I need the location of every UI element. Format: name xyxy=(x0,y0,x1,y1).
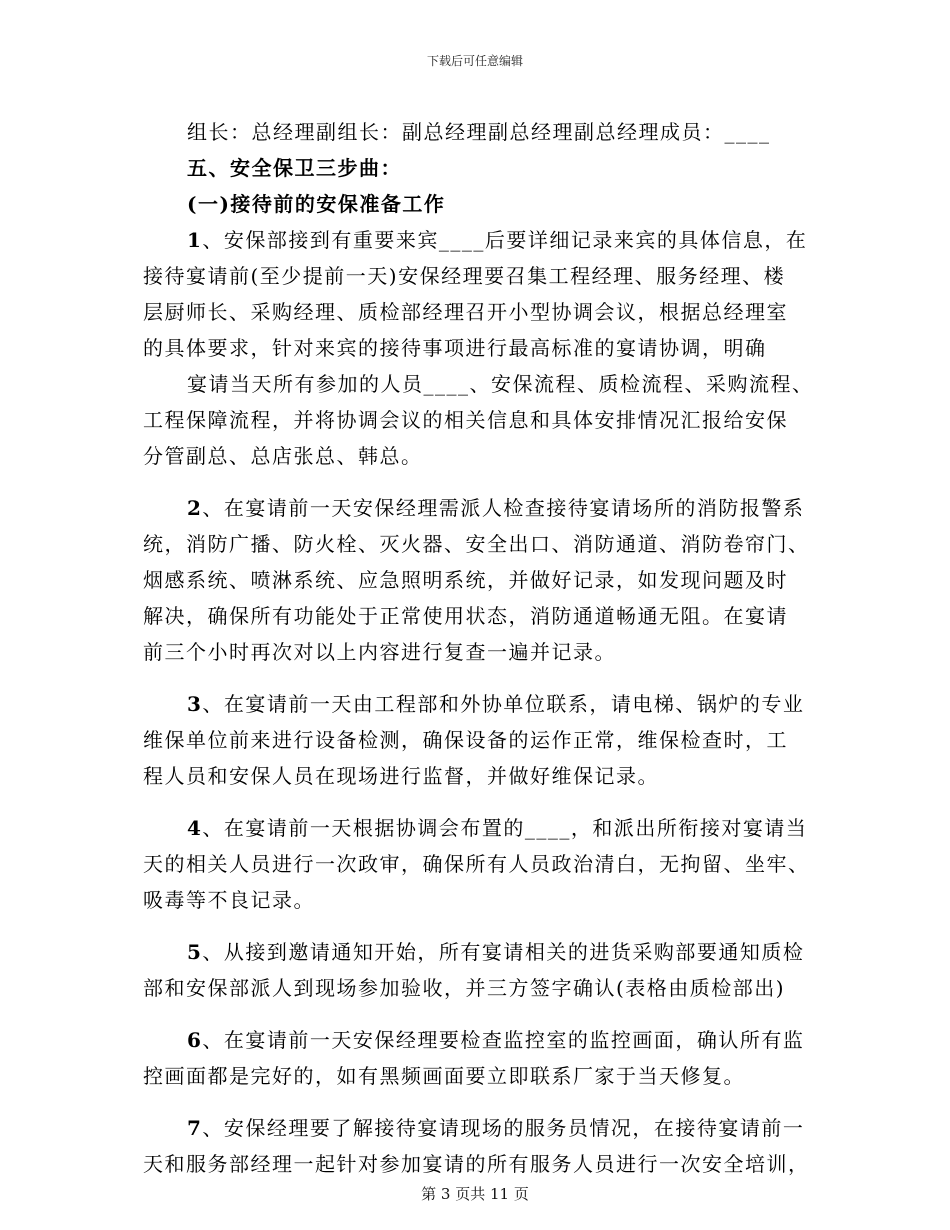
paragraph-line: 统，消防广播、防火栓、灭火器、安全出口、消防通道、消防卷帘门、 xyxy=(143,532,810,556)
paragraph-item-2 xyxy=(143,490,809,670)
paragraph-line: 前三个小时再次对以上内容进行复查一遍并记录。 xyxy=(143,640,616,664)
paragraph-line: 程人员和安保人员在现场进行监督，并做好维保记录。 xyxy=(143,764,659,788)
paragraph-item-1 xyxy=(143,222,809,366)
paragraph-continuation xyxy=(143,366,814,474)
paragraph-line: 烟感系统、喷淋系统、应急照明系统，并做好记录，如发现问题及时 xyxy=(143,568,788,592)
item-number: 2 xyxy=(187,496,203,520)
item-number: 4 xyxy=(187,816,203,840)
paragraph-line: 层厨师长、采购经理、质检部经理召开小型协调会议，根据总经理室 xyxy=(143,300,788,324)
item-number: 5 xyxy=(187,940,203,964)
paragraph-line xyxy=(143,810,809,846)
paragraph-line xyxy=(143,1022,809,1058)
paragraph-line: 的具体要求，针对来宾的接待事项进行最高标准的宴请协调，明确 xyxy=(143,336,767,360)
paragraph-text: 、安保经理要了解接待宴请现场的服务员情况，在接待宴请前一 xyxy=(202,1116,805,1140)
paragraph-line: 接待宴请前(至少提前一天)安保经理要召集工程经理、服务经理、楼 xyxy=(143,264,786,288)
paragraph-item-5 xyxy=(143,934,809,1006)
paragraph-line: 宴请当天所有参加的人员____、安保流程、质检流程、采购流程、 xyxy=(187,372,814,396)
paragraph-line xyxy=(143,686,809,722)
paragraph-line: 工程保障流程，并将协调会议的相关信息和具体安排情况汇报给安保 xyxy=(143,408,788,432)
paragraph-line: 吸毒等不良记录。 xyxy=(143,888,315,912)
page-header-note: 下载后可任意编辑 xyxy=(426,54,523,68)
item-number: 7 xyxy=(187,1116,203,1140)
paragraph-text: 、从接到邀请通知开始，所有宴请相关的进货采购部要通知质检 xyxy=(202,940,805,964)
group-members-line: 组长：总经理副组长：副总经理副总经理副总经理成员：____ xyxy=(187,120,771,144)
paragraph-item-6 xyxy=(143,1022,809,1094)
paragraph-item-7 xyxy=(143,1110,809,1182)
paragraph-line: 部和安保部派人到现场参加验收，并三方签字确认(表格由质检部出) xyxy=(143,976,786,1000)
paragraph-line xyxy=(143,490,809,526)
paragraph-text: 、在宴请前一天安保经理要检查监控室的监控画面，确认所有监 xyxy=(202,1028,805,1052)
paragraph-line xyxy=(143,1110,809,1146)
subsection-title: (一)接待前的安保准备工作 xyxy=(187,192,446,216)
paragraph-text: 、在宴请前一天根据协调会布置的____，和派出所衔接对宴请当 xyxy=(202,816,808,840)
item-number: 6 xyxy=(187,1028,203,1052)
item-number: 1 xyxy=(187,228,203,252)
paragraph-text: 、在宴请前一天安保经理需派人检查接待宴请场所的消防报警系 xyxy=(202,496,805,520)
paragraph-line: 控画面都是完好的，如有黑频画面要立即联系厂家于当天修复。 xyxy=(143,1064,745,1088)
paragraph-item-3 xyxy=(143,686,809,794)
paragraph-text: 、在宴请前一天由工程部和外协单位联系，请电梯、锅炉的专业 xyxy=(202,692,805,716)
paragraph-item-4 xyxy=(143,810,809,918)
paragraph-line: 解决，确保所有功能处于正常使用状态，消防通道畅通无阻。在宴请 xyxy=(143,604,788,628)
paragraph-line: 天的相关人员进行一次政审，确保所有人员政治清白，无拘留、坐牢、 xyxy=(143,852,810,876)
section-title: 五、安全保卫三步曲： xyxy=(187,156,402,180)
document-body xyxy=(143,114,814,1182)
paragraph-line: 天和服务部经理一起针对参加宴请的所有服务人员进行一次安全培训， xyxy=(143,1152,810,1176)
paragraph-line: 分管副总、总店张总、韩总。 xyxy=(143,444,423,468)
item-number: 3 xyxy=(187,692,203,716)
page-number-footer: 第 3 页共 11 页 xyxy=(421,1185,529,1203)
paragraph-line xyxy=(143,222,809,258)
paragraph-line: 维保单位前来进行设备检测，确保设备的运作正常，维保检查时，工 xyxy=(143,728,788,752)
paragraph-line xyxy=(143,934,809,970)
paragraph-text: 、安保部接到有重要来宾____后要详细记录来宾的具体信息，在 xyxy=(202,228,808,252)
